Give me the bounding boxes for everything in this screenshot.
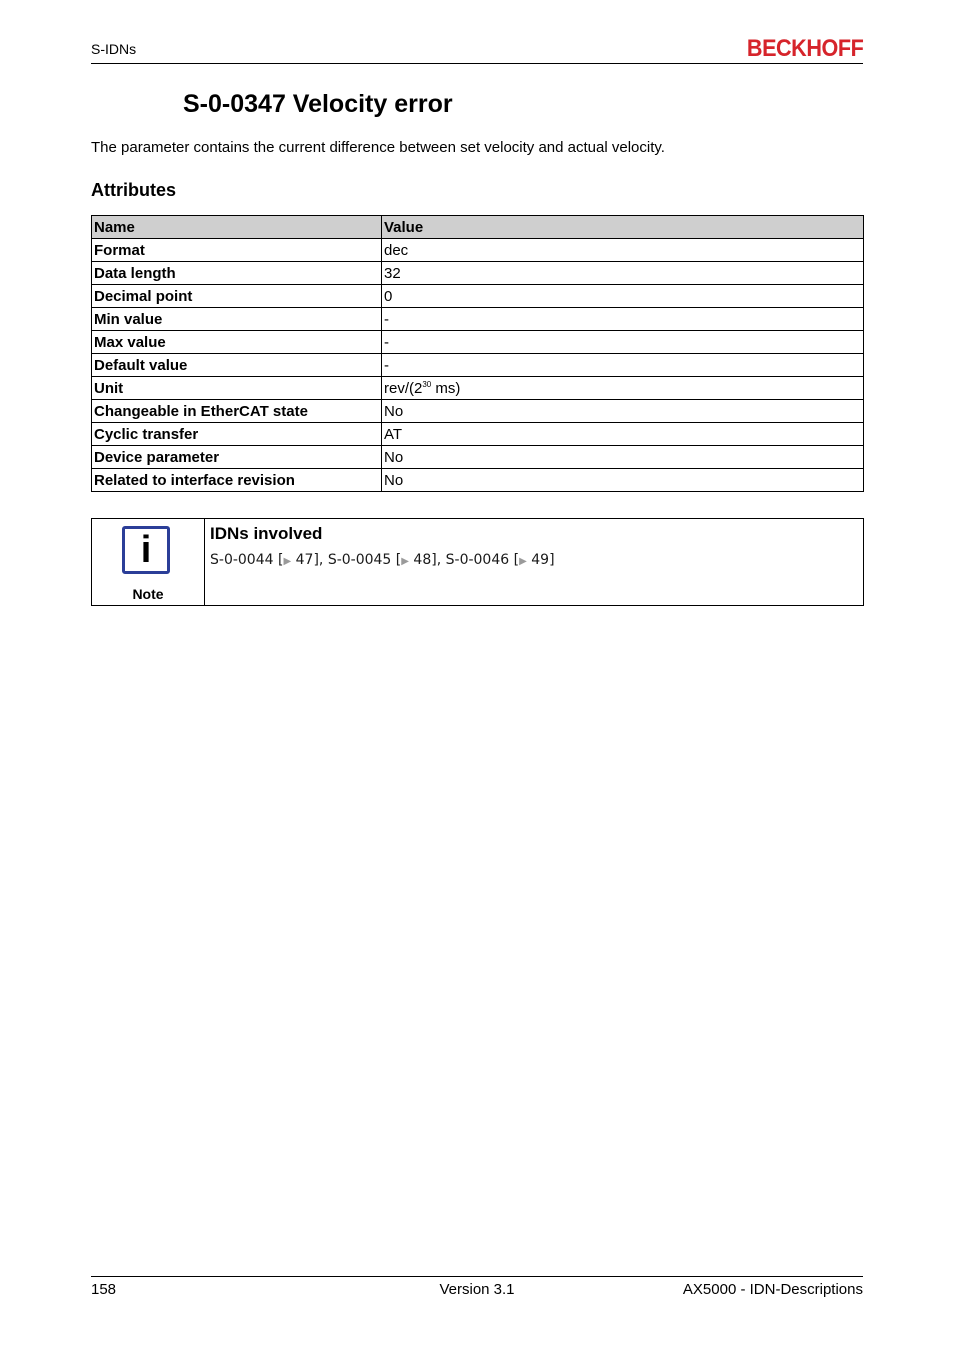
footer-divider [91,1276,863,1277]
attr-name: Data length [92,262,382,285]
attributes-heading: Attributes [91,180,176,200]
note-references: S-0-0044 [▶ 47], S-0-0045 [▶ 48], S-0-0046 [▶ 49] [210,552,555,568]
column-header-value: Value [382,216,864,239]
table-row [92,423,864,446]
table-row [92,354,864,377]
page-arrow-icon: ▶ [519,556,527,567]
idn-link[interactable]: S-0-0045 [327,552,392,568]
attr-name: Default value [92,354,382,377]
attr-name: Changeable in EtherCAT state [92,400,382,423]
attr-value: - [382,354,864,377]
running-header: S-IDNs [91,41,137,57]
attr-value: - [382,308,864,331]
table-row [92,446,864,469]
attr-value: No [382,446,864,469]
document-version: Version 3.1 [439,1281,515,1298]
note-content [205,519,863,605]
table-row [92,469,864,492]
attr-name: Format [92,239,382,262]
info-icon: i [122,526,170,574]
unit-exponent: 30 [422,379,432,389]
page-number: 158 [91,1281,117,1298]
attr-value: AT [382,423,864,446]
unit-suffix: ms) [431,379,461,397]
attr-value: - [382,331,864,354]
page-ref-link[interactable]: 47 [295,552,314,568]
note-box [91,518,864,606]
table-row [92,308,864,331]
idn-link[interactable]: S-0-0044 [210,552,274,568]
attr-name: Min value [92,308,382,331]
unit-prefix: rev/(2 [384,379,423,397]
table-row [92,331,864,354]
attr-name: Unit [92,377,382,400]
column-header-name: Name [92,216,382,239]
attr-name: Cyclic transfer [92,423,382,446]
attr-value: 0 [382,285,864,308]
page-arrow-icon: ▶ [401,556,409,567]
note-title: IDNs involved [210,524,323,543]
idn-link[interactable]: S-0-0046 [445,552,510,568]
attr-name: Max value [92,331,382,354]
attr-value: dec [382,239,864,262]
page-ref-link[interactable]: 48 [413,552,432,568]
header-divider [91,63,863,64]
attr-value: No [382,400,864,423]
page-title: S-0-0347 Velocity error [183,90,453,118]
attr-name: Decimal point [92,285,382,308]
attr-value: No [382,469,864,492]
table-row [92,262,864,285]
table-row [92,377,864,400]
table-row [92,239,864,262]
attr-name: Device parameter [92,446,382,469]
attr-value [382,377,864,400]
document-title: AX5000 - IDN-Descriptions [682,1281,863,1298]
note-icon-cell [92,519,205,605]
attributes-table [91,215,864,492]
attr-value: 32 [382,262,864,285]
table-row [92,400,864,423]
attr-name: Related to interface revision [92,469,382,492]
page-ref-link[interactable]: 49 [531,552,550,568]
description: The parameter contains the current difference between set velocity and actual velocity. [91,139,665,156]
table-row [92,285,864,308]
table-header-row [92,216,864,239]
page-arrow-icon: ▶ [283,556,292,567]
note-label: Note [132,586,164,602]
beckhoff-logo: BECKHOFF [746,35,863,62]
